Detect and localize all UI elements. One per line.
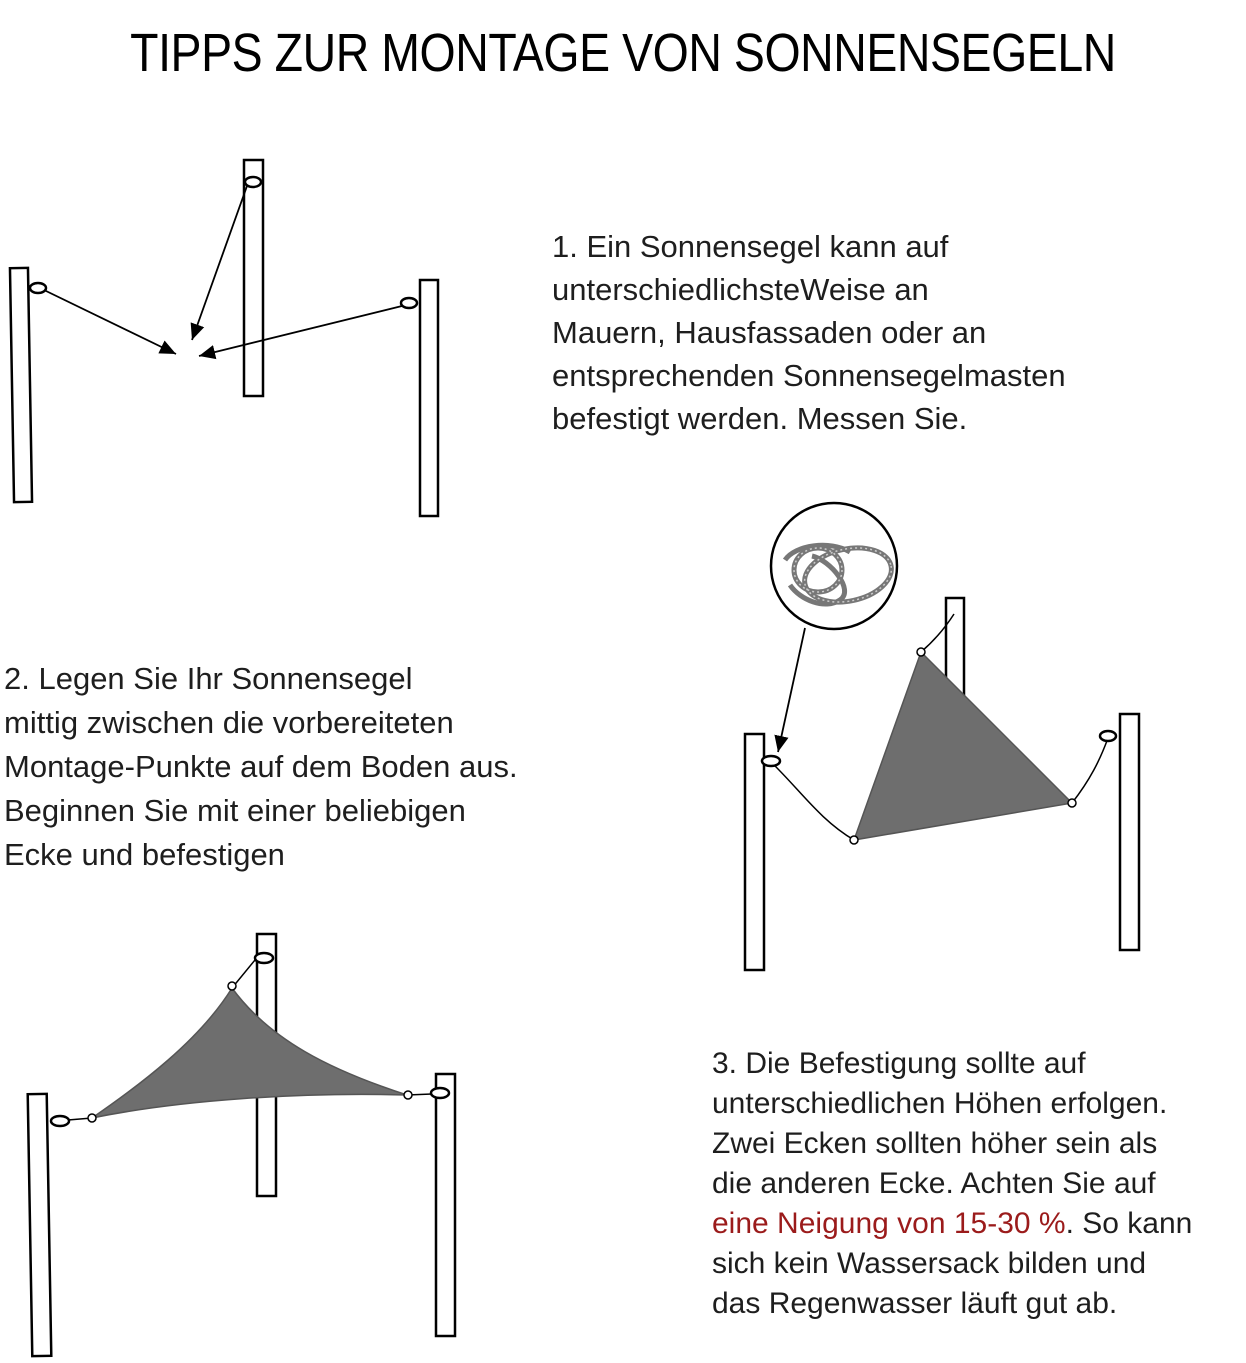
step2-text xyxy=(4,657,518,877)
rope-detail-circle xyxy=(771,503,897,629)
ring-icon xyxy=(51,1116,69,1126)
ring-icon xyxy=(245,177,261,187)
ring-icon xyxy=(88,1114,96,1122)
step2-line: mittig zwischen die vorbereiteten xyxy=(4,705,454,740)
ring-icon xyxy=(762,756,780,766)
step3-line: sich kein Wassersack bilden und xyxy=(712,1247,1147,1280)
step2-line: Beginnen Sie mit einer beliebigen xyxy=(4,793,466,828)
ring-icon xyxy=(1100,731,1116,741)
diagram-step2 xyxy=(745,503,1139,970)
tilt-highlight: eine Neigung von 15-30 % xyxy=(712,1207,1066,1240)
step3-line-rest: . So kann xyxy=(1065,1207,1193,1240)
ring-icon xyxy=(228,982,236,990)
step2-line: Montage-Punkte auf dem Boden aus. xyxy=(4,749,518,784)
step1-line: Mauern, Hausfassaden oder an xyxy=(552,315,987,350)
step1-text xyxy=(552,225,1066,440)
step1-line: entsprechenden Sonnensegelmasten xyxy=(552,358,1066,393)
step1-line: 1. Ein Sonnensegel kann auf xyxy=(552,229,949,264)
ring-icon xyxy=(850,836,858,844)
ring-icon xyxy=(255,953,273,963)
step2-line: 2. Legen Sie Ihr Sonnensegel xyxy=(4,661,413,696)
step3-text xyxy=(712,1044,1192,1324)
arrow-icon xyxy=(199,306,402,356)
pole-left xyxy=(10,268,32,502)
arrow-icon xyxy=(778,628,805,752)
diagram-step3 xyxy=(28,934,455,1356)
pole-right xyxy=(436,1074,455,1336)
step3-line: die anderen Ecke. Achten Sie auf xyxy=(712,1167,1156,1200)
page-title: TIPPS ZUR MONTAGE VON SONNENSEGELN xyxy=(130,23,1116,83)
pole-center xyxy=(244,160,263,396)
step3-line: das Regenwasser läuft gut ab. xyxy=(712,1287,1118,1320)
step1-line: befestigt werden. Messen Sie. xyxy=(552,401,968,436)
arrow-icon xyxy=(192,186,247,340)
step3-line: unterschiedlichen Höhen erfolgen. xyxy=(712,1087,1168,1120)
ring-icon xyxy=(1068,799,1076,807)
diagram-step1 xyxy=(10,160,438,516)
step3-line: 3. Die Befestigung sollte auf xyxy=(712,1047,1086,1080)
ring-icon xyxy=(401,298,417,308)
arrow-icon xyxy=(44,290,176,354)
ring-icon xyxy=(404,1091,412,1099)
ring-icon xyxy=(30,283,46,293)
step2-line: Ecke und befestigen xyxy=(4,837,285,872)
step3-line-highlight xyxy=(712,1204,1192,1244)
step3-line: Zwei Ecken sollten höher sein als xyxy=(712,1127,1158,1160)
step1-line: unterschiedlichsteWeise an xyxy=(552,272,929,307)
pole-right xyxy=(1120,714,1139,950)
pole-left xyxy=(28,1094,52,1356)
pole-right xyxy=(420,280,438,516)
pole-left xyxy=(745,734,764,970)
sail-triangle xyxy=(92,988,407,1118)
ring-icon xyxy=(917,648,925,656)
ring-icon xyxy=(431,1088,449,1098)
